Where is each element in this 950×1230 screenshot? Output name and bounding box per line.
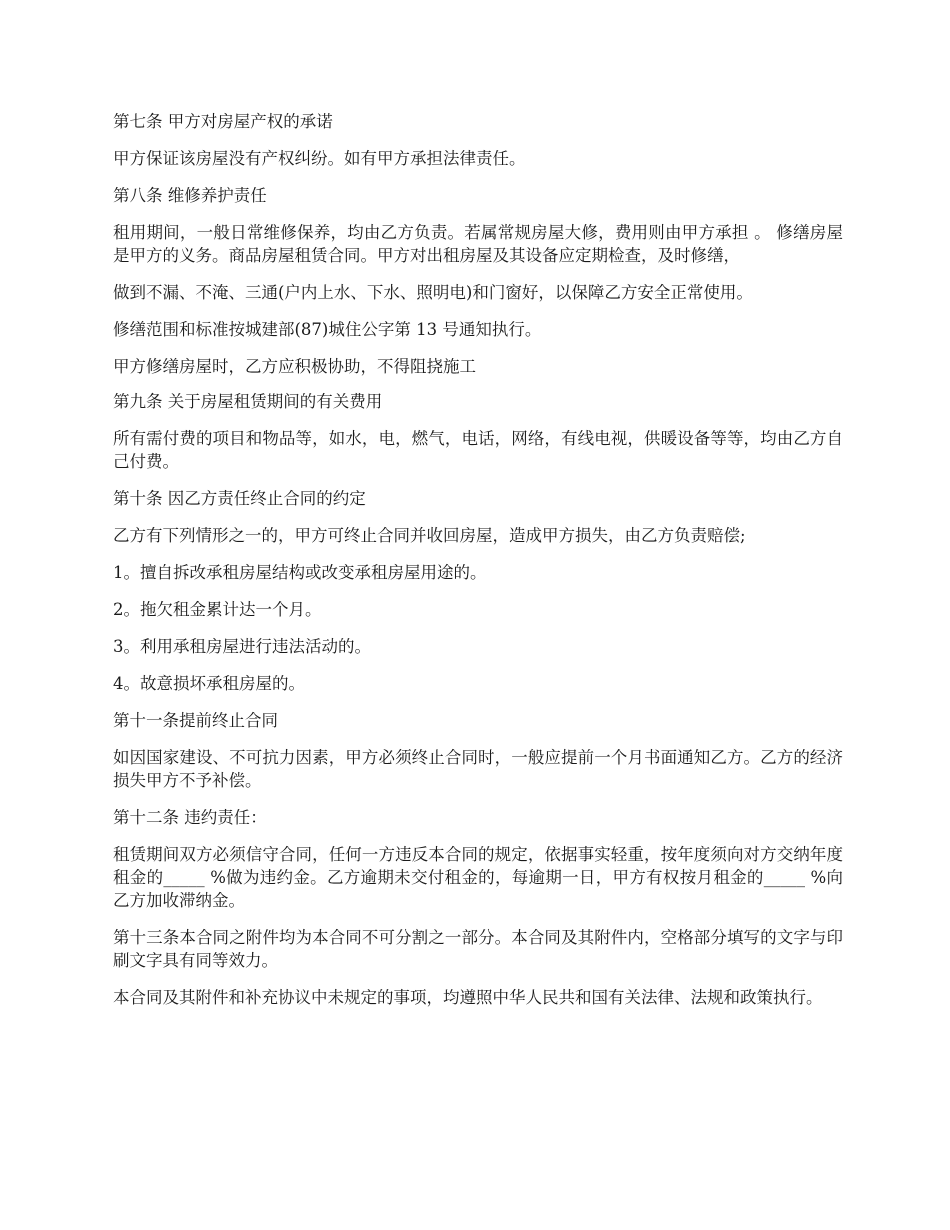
paragraph: 做到不漏、不淹、三通(户内上水、下水、照明电)和门窗好，以保障乙方安全正常使用。 <box>113 283 753 302</box>
article-13-paragraph: 第十三条本合同之附件均为本合同不可分割之一部分。本合同及其附件内，空格部分填写的文字与印刷文字具有同等效力。 <box>113 928 843 970</box>
paragraph: 租赁期间双方必须信守合同，任何一方违反本合同的规定，依据事实轻重，按年度须向对方交纳年度租金的_____ %做为违约金。乙方逾期未交付租金的，每逾期一日，甲方有权按月租金的_____ %向乙方加收滞纳金。 <box>113 845 843 910</box>
list-item: 2。拖欠租金累计达一个月。 <box>113 600 322 619</box>
article-12-heading: 第十二条 违约责任： <box>113 808 267 827</box>
paragraph: 如因国家建设、不可抗力因素，甲方必须终止合同时，一般应提前一个月书面通知乙方。乙方的经济损失甲方不予补偿。 <box>113 748 843 790</box>
paragraph: 乙方有下列情形之一的，甲方可终止合同并收回房屋，造成甲方损失，由乙方负责赔偿; <box>113 526 746 545</box>
paragraph: 修缮范围和标准按城建部(87)城住公字第 13 号通知执行。 <box>113 320 542 339</box>
paragraph: 租用期间，一般日常维修保养，均由乙方负责。若属常规房屋大修，费用则由甲方承担 。 修缮房屋是甲方的义务。商品房屋租赁合同。甲方对出租房屋及其设备应定期检查，及时修缮， <box>113 223 843 265</box>
paragraph: 本合同及其附件和补充协议中未规定的事项，均遵照中华人民共和国有关法律、法规和政策执行。 <box>113 988 823 1007</box>
list-item: 4。故意损坏承租房屋的。 <box>113 674 305 693</box>
article-8-heading: 第八条 维修养护责任 <box>113 186 267 205</box>
list-item: 1。擅自拆改承租房屋结构或改变承租房屋用途的。 <box>113 563 487 582</box>
paragraph: 甲方保证该房屋没有产权纠纷。如有甲方承担法律责任。 <box>113 149 526 168</box>
article-10-heading: 第十条 因乙方责任终止合同的约定 <box>113 489 366 508</box>
article-11-heading: 第十一条提前终止合同 <box>113 711 278 730</box>
paragraph: 甲方修缮房屋时，乙方应积极协助，不得阻挠施工 <box>113 357 476 376</box>
document-page <box>113 110 843 1023</box>
article-9-heading: 第九条 关于房屋租赁期间的有关费用 <box>113 392 383 411</box>
paragraph: 所有需付费的项目和物品等，如水，电，燃气，电话，网络，有线电视，供暖设备等等，均由乙方自己付费。 <box>113 429 843 471</box>
article-7-heading: 第七条 甲方对房屋产权的承诺 <box>113 112 333 131</box>
list-item: 3。利用承租房屋进行违法活动的。 <box>113 637 371 656</box>
